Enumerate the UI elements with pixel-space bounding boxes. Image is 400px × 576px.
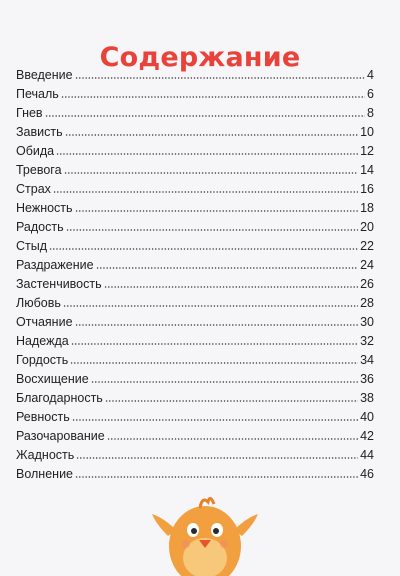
toc-entry[interactable]: [16, 157, 374, 176]
dot-leader: [61, 96, 365, 98]
dot-leader: [75, 210, 359, 212]
toc-entry-page: 20: [360, 219, 374, 234]
toc-entry-label: Разочарование: [16, 428, 105, 443]
dot-leader: [66, 229, 358, 231]
toc-entry-page: 6: [367, 86, 374, 101]
toc-entry-page: 4: [367, 67, 374, 82]
toc-entry[interactable]: [16, 252, 374, 271]
toc-entry-label: Надежда: [16, 333, 69, 348]
dot-leader: [64, 172, 359, 174]
toc-entry-page: 22: [360, 238, 374, 253]
toc-entry[interactable]: [16, 328, 374, 347]
toc-entry-page: 34: [360, 352, 374, 367]
toc-entry[interactable]: [16, 404, 374, 423]
toc-entry-label: Застенчивость: [16, 276, 102, 291]
dot-leader: [75, 77, 365, 79]
toc-entry-label: Раздражение: [16, 257, 94, 272]
dot-leader: [96, 267, 359, 269]
dot-leader: [75, 324, 359, 326]
toc-entry-label: Печаль: [16, 86, 59, 101]
dot-leader: [49, 248, 358, 250]
toc-entry-label: Нежность: [16, 200, 73, 215]
toc-entry-page: 8: [367, 105, 374, 120]
toc-entry[interactable]: [16, 309, 374, 328]
dot-leader: [104, 286, 358, 288]
toc-entry[interactable]: [16, 233, 374, 252]
toc-entry-page: 42: [360, 428, 374, 443]
dot-leader: [56, 153, 358, 155]
toc-entry[interactable]: [16, 100, 374, 119]
toc-entry-page: 12: [360, 143, 374, 158]
dot-leader: [70, 362, 358, 364]
toc-entry-page: 26: [360, 276, 374, 291]
toc-entry-page: 32: [360, 333, 374, 348]
toc-entry-page: 18: [360, 200, 374, 215]
toc-entry[interactable]: [16, 461, 374, 480]
toc-entry-label: Жадность: [16, 447, 75, 462]
toc-entry-label: Благодарность: [16, 390, 103, 405]
toc-entry[interactable]: [16, 366, 374, 385]
toc-entry-page: 44: [360, 447, 374, 462]
toc-entry-page: 30: [360, 314, 374, 329]
toc-entry[interactable]: [16, 385, 374, 404]
toc-entry-page: 10: [360, 124, 374, 139]
dot-leader: [65, 134, 358, 136]
dot-leader: [53, 191, 358, 193]
dot-leader: [71, 343, 358, 345]
toc-entry-label: Введение: [16, 67, 73, 82]
toc-entry[interactable]: [16, 271, 374, 290]
toc-entry-label: Стыд: [16, 238, 48, 253]
toc-entry[interactable]: [16, 195, 374, 214]
page-title: Содержание: [99, 42, 301, 74]
dot-leader: [63, 305, 358, 307]
chick-illustration: [150, 484, 260, 576]
dot-leader: [75, 476, 358, 478]
dot-leader: [76, 457, 358, 459]
toc-entry[interactable]: [16, 423, 374, 442]
toc-entry[interactable]: [16, 138, 374, 157]
dot-leader: [105, 400, 358, 402]
toc-entry-label: Гнев: [16, 105, 43, 120]
table-of-contents: [16, 62, 374, 480]
toc-entry-label: Зависть: [16, 124, 63, 139]
toc-entry-label: Страх: [16, 181, 51, 196]
toc-entry[interactable]: [16, 442, 374, 461]
toc-entry-label: Гордость: [16, 352, 69, 367]
toc-entry-label: Волнение: [16, 466, 74, 481]
toc-entry[interactable]: [16, 81, 374, 100]
dot-leader: [107, 438, 358, 440]
toc-entry-page: 46: [360, 466, 374, 481]
toc-entry-label: Восхищение: [16, 371, 89, 386]
toc-entry-label: Тревога: [16, 162, 62, 177]
toc-entry[interactable]: [16, 176, 374, 195]
toc-entry-label: Радость: [16, 219, 64, 234]
toc-entry-page: 24: [360, 257, 374, 272]
toc-entry[interactable]: [16, 290, 374, 309]
toc-entry-label: Любовь: [16, 295, 61, 310]
dot-leader: [72, 419, 358, 421]
toc-entry-label: Отчаяние: [16, 314, 73, 329]
toc-entry-label: Обида: [16, 143, 55, 158]
toc-entry-page: 16: [360, 181, 374, 196]
toc-entry-label: Ревность: [16, 409, 70, 424]
dot-leader: [91, 381, 358, 383]
toc-entry[interactable]: [16, 119, 374, 138]
toc-entry-page: 28: [360, 295, 374, 310]
dot-leader: [45, 115, 365, 117]
toc-entry-page: 40: [360, 409, 374, 424]
toc-entry[interactable]: [16, 347, 374, 366]
toc-entry-page: 36: [360, 371, 374, 386]
toc-entry-page: 38: [360, 390, 374, 405]
toc-entry-page: 14: [360, 162, 374, 177]
toc-entry[interactable]: [16, 62, 374, 81]
toc-entry[interactable]: [16, 214, 374, 233]
